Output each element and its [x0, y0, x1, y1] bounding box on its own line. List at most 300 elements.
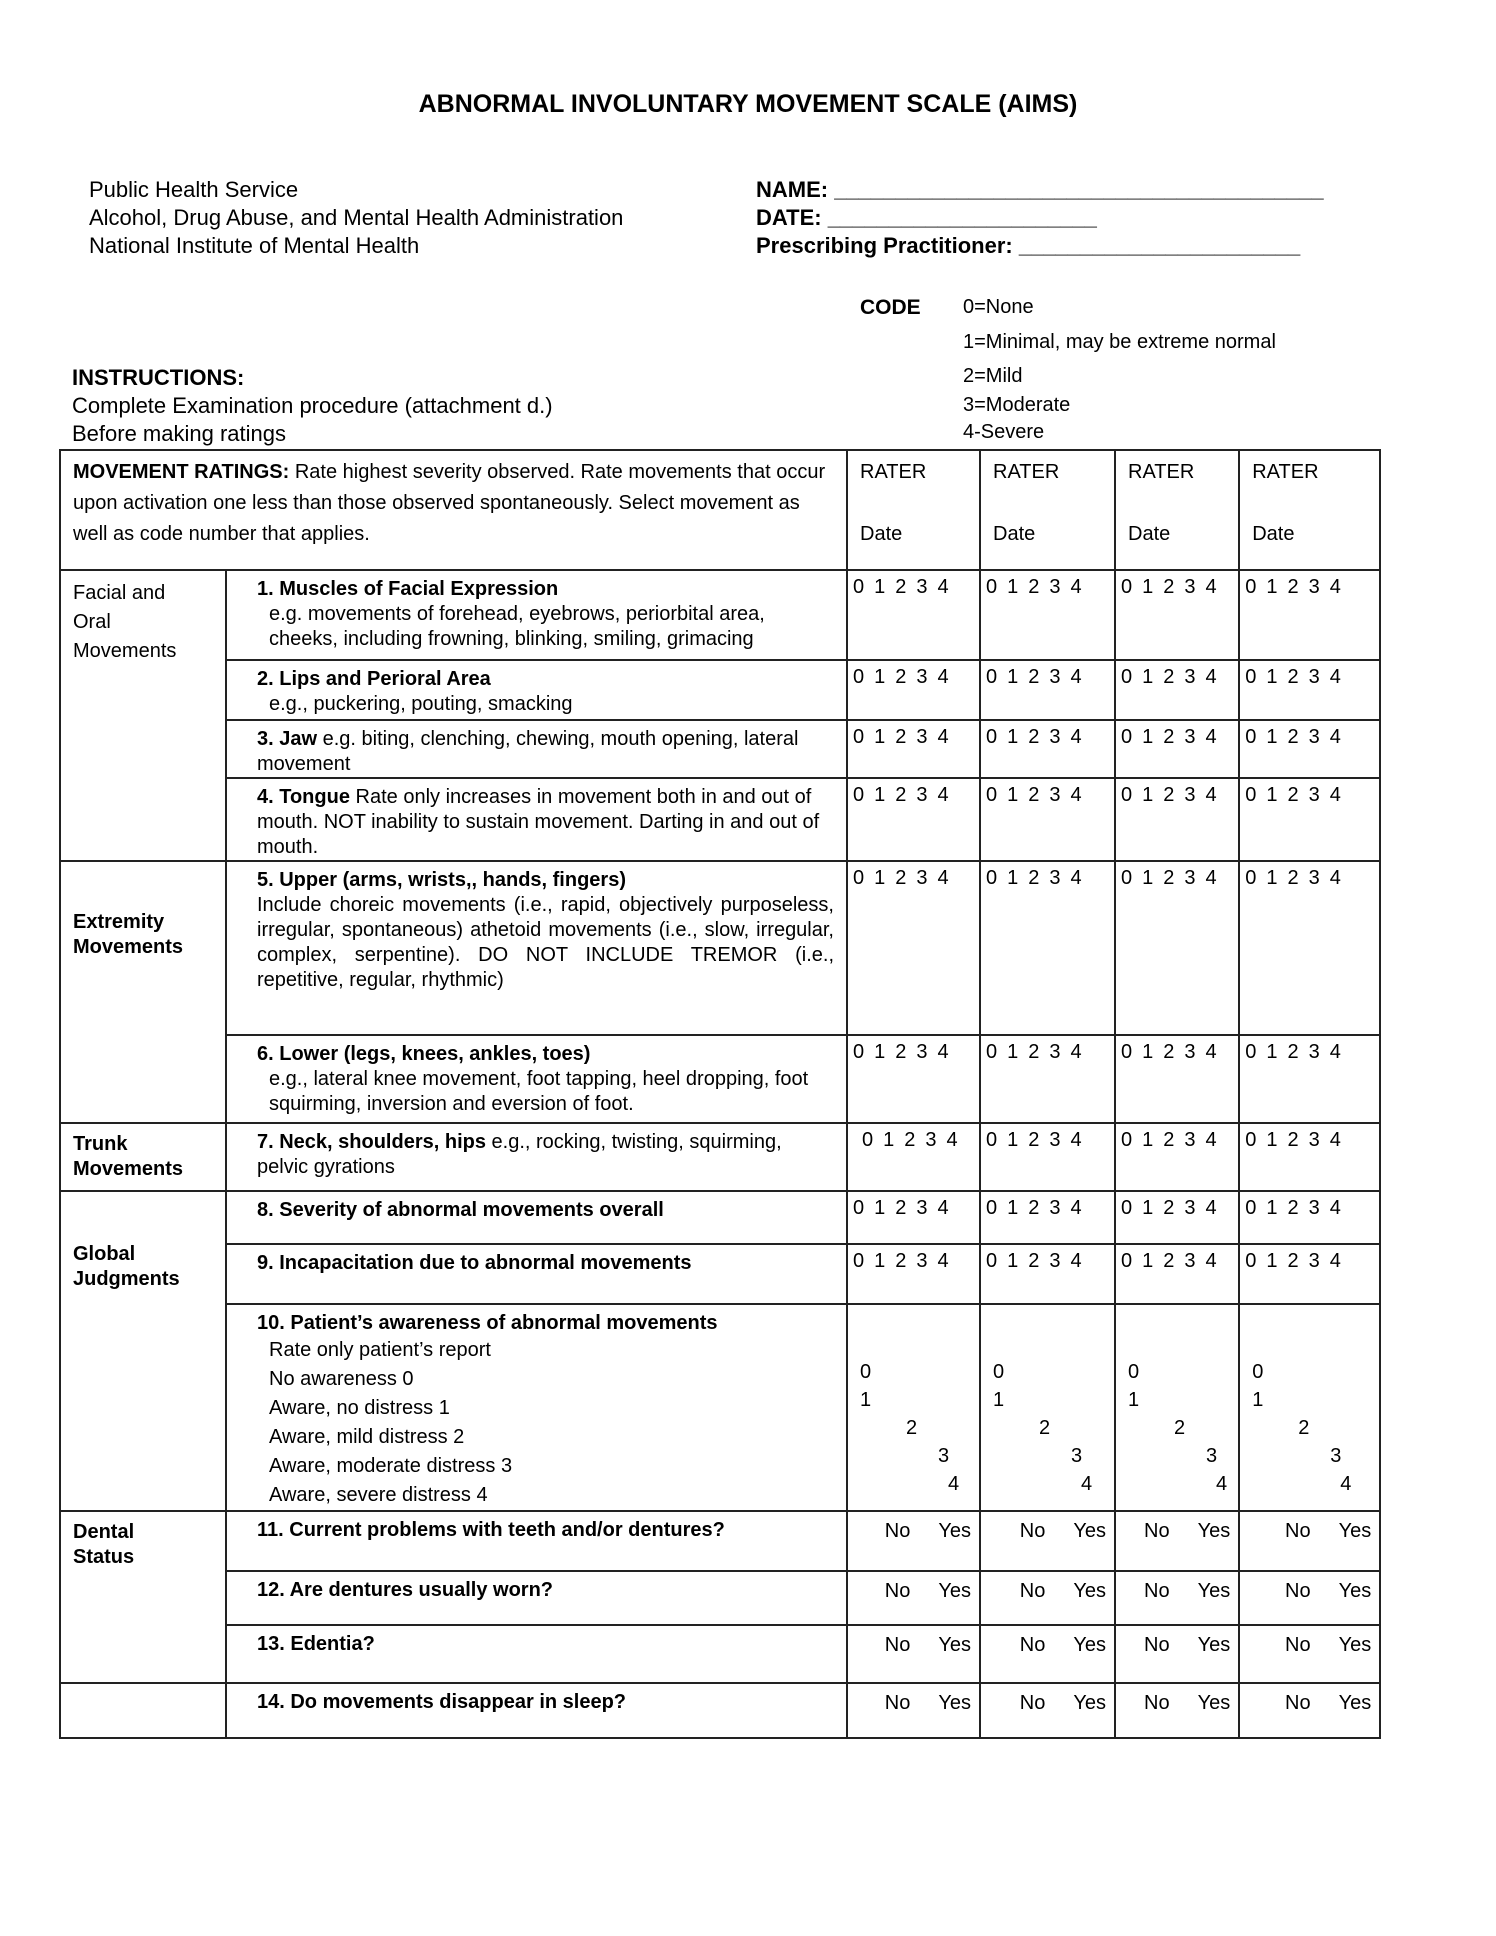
- no-option[interactable]: No: [884, 1580, 911, 1602]
- rating-option-4[interactable]: 4: [1070, 867, 1082, 889]
- rating-option-0[interactable]: 0: [853, 784, 865, 806]
- rating-option-0[interactable]: 0: [986, 576, 998, 598]
- rating-option-2[interactable]: 2: [1028, 1197, 1040, 1219]
- rating-option-2[interactable]: 2: [1287, 666, 1299, 688]
- date-label[interactable]: Date: [1252, 523, 1295, 545]
- rating-option-2[interactable]: 2: [895, 1041, 907, 1063]
- rating-option-2[interactable]: 2: [895, 784, 907, 806]
- rating-option-1[interactable]: 1: [1007, 867, 1019, 889]
- rating-option-0[interactable]: 0: [853, 1041, 865, 1063]
- rating-option-3[interactable]: 3: [1330, 1445, 1342, 1467]
- rating-option-2[interactable]: 2: [1028, 666, 1040, 688]
- table-row: [60, 1191, 1380, 1244]
- rating-option-3[interactable]: 3: [1308, 1197, 1320, 1219]
- rating-option-3[interactable]: 3: [916, 666, 928, 688]
- yes-option[interactable]: Yes: [1338, 1520, 1372, 1542]
- rating-option-3[interactable]: 3: [1049, 1197, 1061, 1219]
- awareness-option: Rate only patient’s report: [269, 1339, 491, 1361]
- rating-option-0[interactable]: 0: [853, 867, 865, 889]
- rating-cell: [1115, 1191, 1239, 1244]
- rating-option-1[interactable]: 1: [874, 666, 886, 688]
- rating-option-2[interactable]: 2: [1287, 1250, 1299, 1272]
- rating-option-0[interactable]: 0: [1121, 576, 1133, 598]
- no-option[interactable]: No: [1144, 1520, 1170, 1542]
- rating-option-2[interactable]: 2: [1174, 1417, 1186, 1439]
- rating-option-2[interactable]: 2: [1039, 1417, 1051, 1439]
- rating-option-0[interactable]: 0: [986, 867, 998, 889]
- rating-option-2[interactable]: 2: [1028, 576, 1040, 598]
- rating-option-2[interactable]: 2: [1163, 576, 1175, 598]
- item-cell: [226, 1035, 847, 1123]
- rating-option-3[interactable]: 3: [916, 1041, 928, 1063]
- rating-option-1[interactable]: 1: [1266, 1197, 1278, 1219]
- rating-option-2[interactable]: 2: [1163, 1197, 1175, 1219]
- practitioner-field[interactable]: Prescribing Practitioner: _______________________: [756, 233, 1301, 258]
- rating-option-1[interactable]: 1: [1142, 666, 1154, 688]
- rating-option-1[interactable]: 1: [1007, 576, 1019, 598]
- rating-option-4[interactable]: 4: [937, 867, 949, 889]
- rating-option-0[interactable]: 0: [986, 784, 998, 806]
- item-title: 7. Neck, shoulders, hips: [257, 1131, 486, 1153]
- yes-option[interactable]: Yes: [938, 1580, 971, 1602]
- rating-option-4[interactable]: 4: [1205, 1041, 1217, 1063]
- rating-option-3[interactable]: 3: [916, 867, 928, 889]
- rating-option-4[interactable]: 4: [937, 784, 949, 806]
- rating-option-3[interactable]: 3: [1308, 784, 1320, 806]
- rating-cell: [1239, 1304, 1380, 1511]
- rating-option-4[interactable]: 4: [1329, 576, 1341, 598]
- date-field[interactable]: DATE: ______________________: [756, 205, 1097, 230]
- rating-option-4[interactable]: 4: [1070, 1197, 1082, 1219]
- yes-option[interactable]: Yes: [1338, 1634, 1372, 1656]
- rating-option-4[interactable]: 4: [1070, 1129, 1082, 1151]
- rating-option-0[interactable]: 0: [1245, 1250, 1257, 1272]
- rating-option-3[interactable]: 3: [1308, 867, 1320, 889]
- rating-cell: [847, 720, 980, 778]
- rating-option-2[interactable]: 2: [1163, 1129, 1175, 1151]
- item-title: 14. Do movements disappear in sleep?: [257, 1691, 627, 1713]
- rater-column-header: [1239, 450, 1380, 570]
- yes-option[interactable]: Yes: [938, 1520, 971, 1542]
- table-row: [60, 1683, 1380, 1738]
- rating-option-0[interactable]: 0: [1245, 1041, 1257, 1063]
- rating-option-1[interactable]: 1: [1266, 576, 1278, 598]
- rating-option-4[interactable]: 4: [1329, 1197, 1341, 1219]
- rating-cell: [847, 1304, 980, 1511]
- yes-option[interactable]: Yes: [1073, 1520, 1106, 1542]
- item-title: 5. Upper (arms, wrists,, hands, fingers): [257, 869, 626, 891]
- rating-option-2[interactable]: 2: [1028, 1250, 1040, 1272]
- rating-option-1[interactable]: 1: [1266, 784, 1278, 806]
- rating-option-1[interactable]: 1: [1266, 726, 1278, 748]
- rating-option-3[interactable]: 3: [916, 576, 928, 598]
- rating-option-1[interactable]: 1: [874, 576, 886, 598]
- no-option[interactable]: No: [1144, 1692, 1170, 1714]
- item-description: Include choreic movements (i.e., rapid, objectively purposeless, irregular, spontaneous) athetoid movements (i.e., slow, irregular, complex, serpentine). DO NOT INCLUDE TREMOR (i.e., repetitive, regular, rhythmic): [257, 894, 834, 991]
- rating-option-2[interactable]: 2: [895, 576, 907, 598]
- table-row: [60, 720, 1380, 778]
- rating-option-0[interactable]: 0: [1121, 867, 1133, 889]
- rating-option-1[interactable]: 1: [874, 726, 886, 748]
- rating-option-2[interactable]: 2: [895, 1197, 907, 1219]
- rating-option-1[interactable]: 1: [1142, 726, 1154, 748]
- rating-option-4[interactable]: 4: [1070, 576, 1082, 598]
- rating-option-1[interactable]: 1: [874, 867, 886, 889]
- rating-option-1[interactable]: 1: [860, 1389, 872, 1411]
- code-value: 0=None: [963, 296, 1034, 318]
- rating-cell: [980, 1244, 1115, 1304]
- rater-label: RATER: [1252, 461, 1319, 483]
- rating-option-0[interactable]: 0: [1128, 1361, 1140, 1383]
- rating-option-0[interactable]: 0: [1245, 726, 1257, 748]
- rating-option-0[interactable]: 0: [986, 1041, 998, 1063]
- item-title: 2. Lips and Perioral Area: [257, 668, 491, 690]
- rating-option-4[interactable]: 4: [1205, 1129, 1217, 1151]
- no-option[interactable]: No: [1019, 1580, 1046, 1602]
- rating-cell: [980, 720, 1115, 778]
- rating-option-0[interactable]: 0: [853, 1250, 865, 1272]
- rating-option-2[interactable]: 2: [1287, 784, 1299, 806]
- rating-option-4[interactable]: 4: [1081, 1473, 1093, 1495]
- rating-option-4[interactable]: 4: [948, 1473, 960, 1495]
- rating-option-4[interactable]: 4: [1329, 784, 1341, 806]
- rating-option-0[interactable]: 0: [1121, 1197, 1133, 1219]
- rating-option-4[interactable]: 4: [1329, 666, 1341, 688]
- rating-option-3[interactable]: 3: [1049, 726, 1061, 748]
- no-option[interactable]: No: [1285, 1580, 1311, 1602]
- rating-option-0[interactable]: 0: [853, 1197, 865, 1219]
- rating-option-2[interactable]: 2: [1287, 1129, 1299, 1151]
- rating-option-2[interactable]: 2: [895, 1250, 907, 1272]
- rating-option-0[interactable]: 0: [1121, 1041, 1133, 1063]
- rating-option-4[interactable]: 4: [937, 666, 949, 688]
- agency-line: Public Health Service: [89, 177, 299, 202]
- table-row: [60, 1304, 1380, 1511]
- awareness-option: Aware, moderate distress 3: [269, 1455, 513, 1477]
- no-option[interactable]: No: [1285, 1520, 1311, 1542]
- rating-option-4[interactable]: 4: [1329, 867, 1341, 889]
- rating-option-2[interactable]: 2: [1287, 1197, 1299, 1219]
- rating-option-3[interactable]: 3: [1049, 576, 1061, 598]
- rating-option-0[interactable]: 0: [986, 1129, 998, 1151]
- rating-option-2[interactable]: 2: [904, 1129, 916, 1151]
- rating-option-4[interactable]: 4: [937, 1197, 949, 1219]
- yes-option[interactable]: Yes: [938, 1692, 971, 1714]
- rating-option-2[interactable]: 2: [895, 726, 907, 748]
- date-label[interactable]: Date: [1128, 523, 1171, 545]
- rating-option-4[interactable]: 4: [1205, 576, 1217, 598]
- rating-option-0[interactable]: 0: [986, 1197, 998, 1219]
- yes-no-cell: [1239, 1625, 1380, 1683]
- rating-option-3[interactable]: 3: [916, 1250, 928, 1272]
- rating-option-3[interactable]: 3: [1308, 666, 1320, 688]
- no-option[interactable]: No: [1144, 1634, 1170, 1656]
- no-option[interactable]: No: [1019, 1634, 1046, 1656]
- rating-option-0[interactable]: 0: [1121, 1129, 1133, 1151]
- rating-option-4[interactable]: 4: [1329, 1041, 1341, 1063]
- rating-cell: [1239, 1244, 1380, 1304]
- rating-option-1[interactable]: 1: [993, 1389, 1005, 1411]
- table-row: [60, 570, 1380, 660]
- no-option[interactable]: No: [884, 1692, 911, 1714]
- rating-option-1[interactable]: 1: [1142, 1041, 1154, 1063]
- yes-no-cell: [847, 1683, 980, 1738]
- rating-option-2[interactable]: 2: [1028, 784, 1040, 806]
- rating-cell: [1115, 861, 1239, 1035]
- rating-option-0[interactable]: 0: [862, 1129, 874, 1151]
- table-row: [60, 1123, 1380, 1191]
- rating-option-1[interactable]: 1: [1142, 1197, 1154, 1219]
- rating-option-0[interactable]: 0: [993, 1361, 1005, 1383]
- item-cell: [226, 1304, 847, 1511]
- rating-option-2[interactable]: 2: [1163, 1041, 1175, 1063]
- yes-option[interactable]: Yes: [1073, 1580, 1106, 1602]
- rating-option-1[interactable]: 1: [1007, 1129, 1019, 1151]
- rating-option-3[interactable]: 3: [1184, 1041, 1196, 1063]
- rating-option-0[interactable]: 0: [1121, 726, 1133, 748]
- rating-option-3[interactable]: 3: [1049, 1041, 1061, 1063]
- category-cell: [60, 1191, 226, 1511]
- rating-option-4[interactable]: 4: [937, 726, 949, 748]
- rating-option-1[interactable]: 1: [1266, 1250, 1278, 1272]
- rating-option-1[interactable]: 1: [1142, 576, 1154, 598]
- no-option[interactable]: No: [1285, 1634, 1311, 1656]
- rating-option-0[interactable]: 0: [853, 576, 865, 598]
- rating-option-3[interactable]: 3: [1308, 726, 1320, 748]
- form-title: ABNORMAL INVOLUNTARY MOVEMENT SCALE (AIMS): [418, 90, 1078, 118]
- rating-option-1[interactable]: 1: [1266, 867, 1278, 889]
- item-cell: [226, 1571, 847, 1625]
- rating-option-4[interactable]: 4: [937, 1250, 949, 1272]
- rating-option-3[interactable]: 3: [916, 784, 928, 806]
- rating-option-0[interactable]: 0: [986, 666, 998, 688]
- rating-option-3[interactable]: 3: [916, 726, 928, 748]
- rating-option-0[interactable]: 0: [1252, 1361, 1264, 1383]
- rating-cell: [1115, 720, 1239, 778]
- rating-option-3[interactable]: 3: [1184, 1250, 1196, 1272]
- rating-option-0[interactable]: 0: [1121, 1250, 1133, 1272]
- yes-no-cell: [1239, 1571, 1380, 1625]
- rating-option-1[interactable]: 1: [1142, 1250, 1154, 1272]
- rating-option-2[interactable]: 2: [1163, 726, 1175, 748]
- no-option[interactable]: No: [1019, 1520, 1046, 1542]
- rating-option-0[interactable]: 0: [1245, 784, 1257, 806]
- rating-option-2[interactable]: 2: [1028, 726, 1040, 748]
- rating-option-0[interactable]: 0: [1245, 666, 1257, 688]
- rating-option-3[interactable]: 3: [1049, 1129, 1061, 1151]
- rating-option-1[interactable]: 1: [1252, 1389, 1264, 1411]
- rating-cell: [980, 861, 1115, 1035]
- yes-option[interactable]: Yes: [1197, 1692, 1231, 1714]
- rating-option-3[interactable]: 3: [1184, 726, 1196, 748]
- rating-option-4[interactable]: 4: [1216, 1473, 1228, 1495]
- rating-option-2[interactable]: 2: [1163, 666, 1175, 688]
- rating-option-3[interactable]: 3: [1308, 576, 1320, 598]
- item-description: e.g., rocking, twisting, squirming, pelvic gyrations: [257, 1131, 782, 1178]
- date-label[interactable]: Date: [993, 523, 1036, 545]
- rating-option-3[interactable]: 3: [1308, 1129, 1320, 1151]
- rating-cell: [1115, 570, 1239, 660]
- date-label[interactable]: Date: [860, 523, 903, 545]
- rating-option-1[interactable]: 1: [1007, 1041, 1019, 1063]
- rating-option-2[interactable]: 2: [1287, 1041, 1299, 1063]
- rating-option-1[interactable]: 1: [1142, 867, 1154, 889]
- yes-option[interactable]: Yes: [1338, 1580, 1372, 1602]
- rating-cell: [1239, 861, 1380, 1035]
- rating-option-0[interactable]: 0: [1245, 1129, 1257, 1151]
- rating-option-2[interactable]: 2: [1028, 1041, 1040, 1063]
- no-option[interactable]: No: [1285, 1692, 1311, 1714]
- rating-option-1[interactable]: 1: [1007, 726, 1019, 748]
- rating-option-3[interactable]: 3: [925, 1129, 937, 1151]
- yes-option[interactable]: Yes: [1073, 1634, 1106, 1656]
- rating-cell: [847, 1244, 980, 1304]
- rating-option-1[interactable]: 1: [1007, 666, 1019, 688]
- rating-option-0[interactable]: 0: [853, 666, 865, 688]
- category-label: Global Judgments: [73, 1243, 180, 1290]
- rating-cell: [847, 778, 980, 861]
- rating-option-1[interactable]: 1: [1007, 784, 1019, 806]
- item-cell: [226, 861, 847, 1035]
- rating-option-4[interactable]: 4: [937, 576, 949, 598]
- rating-option-4[interactable]: 4: [1205, 1197, 1217, 1219]
- rating-option-4[interactable]: 4: [1329, 726, 1341, 748]
- rating-cell: [1115, 1035, 1239, 1123]
- code-label: CODE: [860, 296, 921, 319]
- rating-option-3[interactable]: 3: [1206, 1445, 1218, 1467]
- table-row: [60, 1035, 1380, 1123]
- yes-option[interactable]: Yes: [1197, 1580, 1231, 1602]
- rating-cell: [1239, 1035, 1380, 1123]
- rating-option-3[interactable]: 3: [1184, 666, 1196, 688]
- rating-option-0[interactable]: 0: [986, 1250, 998, 1272]
- rating-option-0[interactable]: 0: [1245, 576, 1257, 598]
- rating-option-1[interactable]: 1: [874, 1041, 886, 1063]
- rating-option-4[interactable]: 4: [1329, 1250, 1341, 1272]
- rating-option-3[interactable]: 3: [1071, 1445, 1083, 1467]
- rating-option-1[interactable]: 1: [874, 1250, 886, 1272]
- rating-option-2[interactable]: 2: [1028, 867, 1040, 889]
- rating-option-4[interactable]: 4: [1205, 1250, 1217, 1272]
- rating-option-4[interactable]: 4: [946, 1129, 958, 1151]
- name-field[interactable]: NAME: ________________________________________: [756, 177, 1324, 202]
- yes-no-cell: [1115, 1571, 1239, 1625]
- rating-option-3[interactable]: 3: [1308, 1041, 1320, 1063]
- rating-option-0[interactable]: 0: [853, 726, 865, 748]
- rating-option-3[interactable]: 3: [1184, 1197, 1196, 1219]
- rating-option-4[interactable]: 4: [1070, 726, 1082, 748]
- rating-option-2[interactable]: 2: [1287, 726, 1299, 748]
- rating-option-4[interactable]: 4: [1205, 784, 1217, 806]
- rating-option-1[interactable]: 1: [1266, 666, 1278, 688]
- rating-option-2[interactable]: 2: [1287, 867, 1299, 889]
- item-description: e.g. movements of forehead, eyebrows, periorbital area, cheeks, including frowning, blinking, smiling, grimacing: [269, 603, 765, 650]
- rating-option-2[interactable]: 2: [1163, 1250, 1175, 1272]
- rating-option-0[interactable]: 0: [860, 1361, 872, 1383]
- rater-label: RATER: [860, 461, 927, 483]
- category-cell: [60, 1123, 226, 1191]
- rating-option-1[interactable]: 1: [1007, 1250, 1019, 1272]
- rating-option-4[interactable]: 4: [1329, 1129, 1341, 1151]
- rating-option-3[interactable]: 3: [1049, 1250, 1061, 1272]
- rating-option-4[interactable]: 4: [1340, 1473, 1352, 1495]
- no-option[interactable]: No: [884, 1520, 911, 1542]
- rating-option-1[interactable]: 1: [1266, 1129, 1278, 1151]
- rating-option-4[interactable]: 4: [1070, 1041, 1082, 1063]
- rating-option-1[interactable]: 1: [874, 1197, 886, 1219]
- yes-option[interactable]: Yes: [1197, 1634, 1231, 1656]
- rating-option-1[interactable]: 1: [1128, 1389, 1140, 1411]
- rating-option-1[interactable]: 1: [1142, 784, 1154, 806]
- rating-option-2[interactable]: 2: [1298, 1417, 1310, 1439]
- rating-cell: [980, 570, 1115, 660]
- rating-option-3[interactable]: 3: [1049, 867, 1061, 889]
- rating-option-3[interactable]: 3: [1184, 784, 1196, 806]
- rating-option-0[interactable]: 0: [986, 726, 998, 748]
- yes-no-cell: [1115, 1511, 1239, 1571]
- rating-option-3[interactable]: 3: [1049, 784, 1061, 806]
- rating-cell: [1239, 1123, 1380, 1191]
- rating-option-4[interactable]: 4: [1070, 666, 1082, 688]
- yes-no-cell: [847, 1571, 980, 1625]
- rating-option-4[interactable]: 4: [937, 1041, 949, 1063]
- rating-option-3[interactable]: 3: [938, 1445, 950, 1467]
- rating-option-2[interactable]: 2: [1287, 576, 1299, 598]
- item-cell: [226, 1683, 847, 1738]
- rating-option-1[interactable]: 1: [1142, 1129, 1154, 1151]
- rating-option-4[interactable]: 4: [1205, 867, 1217, 889]
- yes-option[interactable]: Yes: [1073, 1692, 1106, 1714]
- item-description: Rate only increases in movement both in and out of mouth. NOT inability to sustain movement. Darting in and out of mouth.: [257, 786, 820, 858]
- rating-option-1[interactable]: 1: [1007, 1197, 1019, 1219]
- no-option[interactable]: No: [1019, 1692, 1046, 1714]
- rating-option-2[interactable]: 2: [1028, 1129, 1040, 1151]
- no-option[interactable]: No: [884, 1634, 911, 1656]
- rating-option-0[interactable]: 0: [1245, 1197, 1257, 1219]
- rating-option-3[interactable]: 3: [916, 1197, 928, 1219]
- rating-option-3[interactable]: 3: [1184, 1129, 1196, 1151]
- rating-option-3[interactable]: 3: [1184, 867, 1196, 889]
- rating-option-2[interactable]: 2: [1163, 784, 1175, 806]
- no-option[interactable]: No: [1144, 1580, 1170, 1602]
- rating-option-1[interactable]: 1: [883, 1129, 895, 1151]
- yes-option[interactable]: Yes: [1197, 1520, 1231, 1542]
- rating-option-1[interactable]: 1: [874, 784, 886, 806]
- rating-option-4[interactable]: 4: [1070, 784, 1082, 806]
- rating-option-0[interactable]: 0: [1245, 867, 1257, 889]
- rating-option-4[interactable]: 4: [1205, 726, 1217, 748]
- rating-option-3[interactable]: 3: [1184, 576, 1196, 598]
- rating-option-2[interactable]: 2: [906, 1417, 918, 1439]
- rating-option-2[interactable]: 2: [895, 867, 907, 889]
- rating-option-3[interactable]: 3: [1308, 1250, 1320, 1272]
- rating-option-2[interactable]: 2: [1163, 867, 1175, 889]
- rating-cell: [847, 660, 980, 720]
- item-title: 6. Lower (legs, knees, ankles, toes): [257, 1043, 591, 1065]
- yes-option[interactable]: Yes: [938, 1634, 971, 1656]
- rating-option-3[interactable]: 3: [1049, 666, 1061, 688]
- rating-option-4[interactable]: 4: [1070, 1250, 1082, 1272]
- rating-option-1[interactable]: 1: [1266, 1041, 1278, 1063]
- rater-column-header: [1115, 450, 1239, 570]
- yes-option[interactable]: Yes: [1338, 1692, 1372, 1714]
- item-description: e.g., lateral knee movement, foot tapping, heel dropping, foot squirming, inversion and eversion of foot.: [269, 1068, 809, 1115]
- rating-option-0[interactable]: 0: [1121, 666, 1133, 688]
- rating-option-4[interactable]: 4: [1205, 666, 1217, 688]
- aims-rating-table: [59, 449, 1381, 1739]
- rating-option-2[interactable]: 2: [895, 666, 907, 688]
- rating-option-0[interactable]: 0: [1121, 784, 1133, 806]
